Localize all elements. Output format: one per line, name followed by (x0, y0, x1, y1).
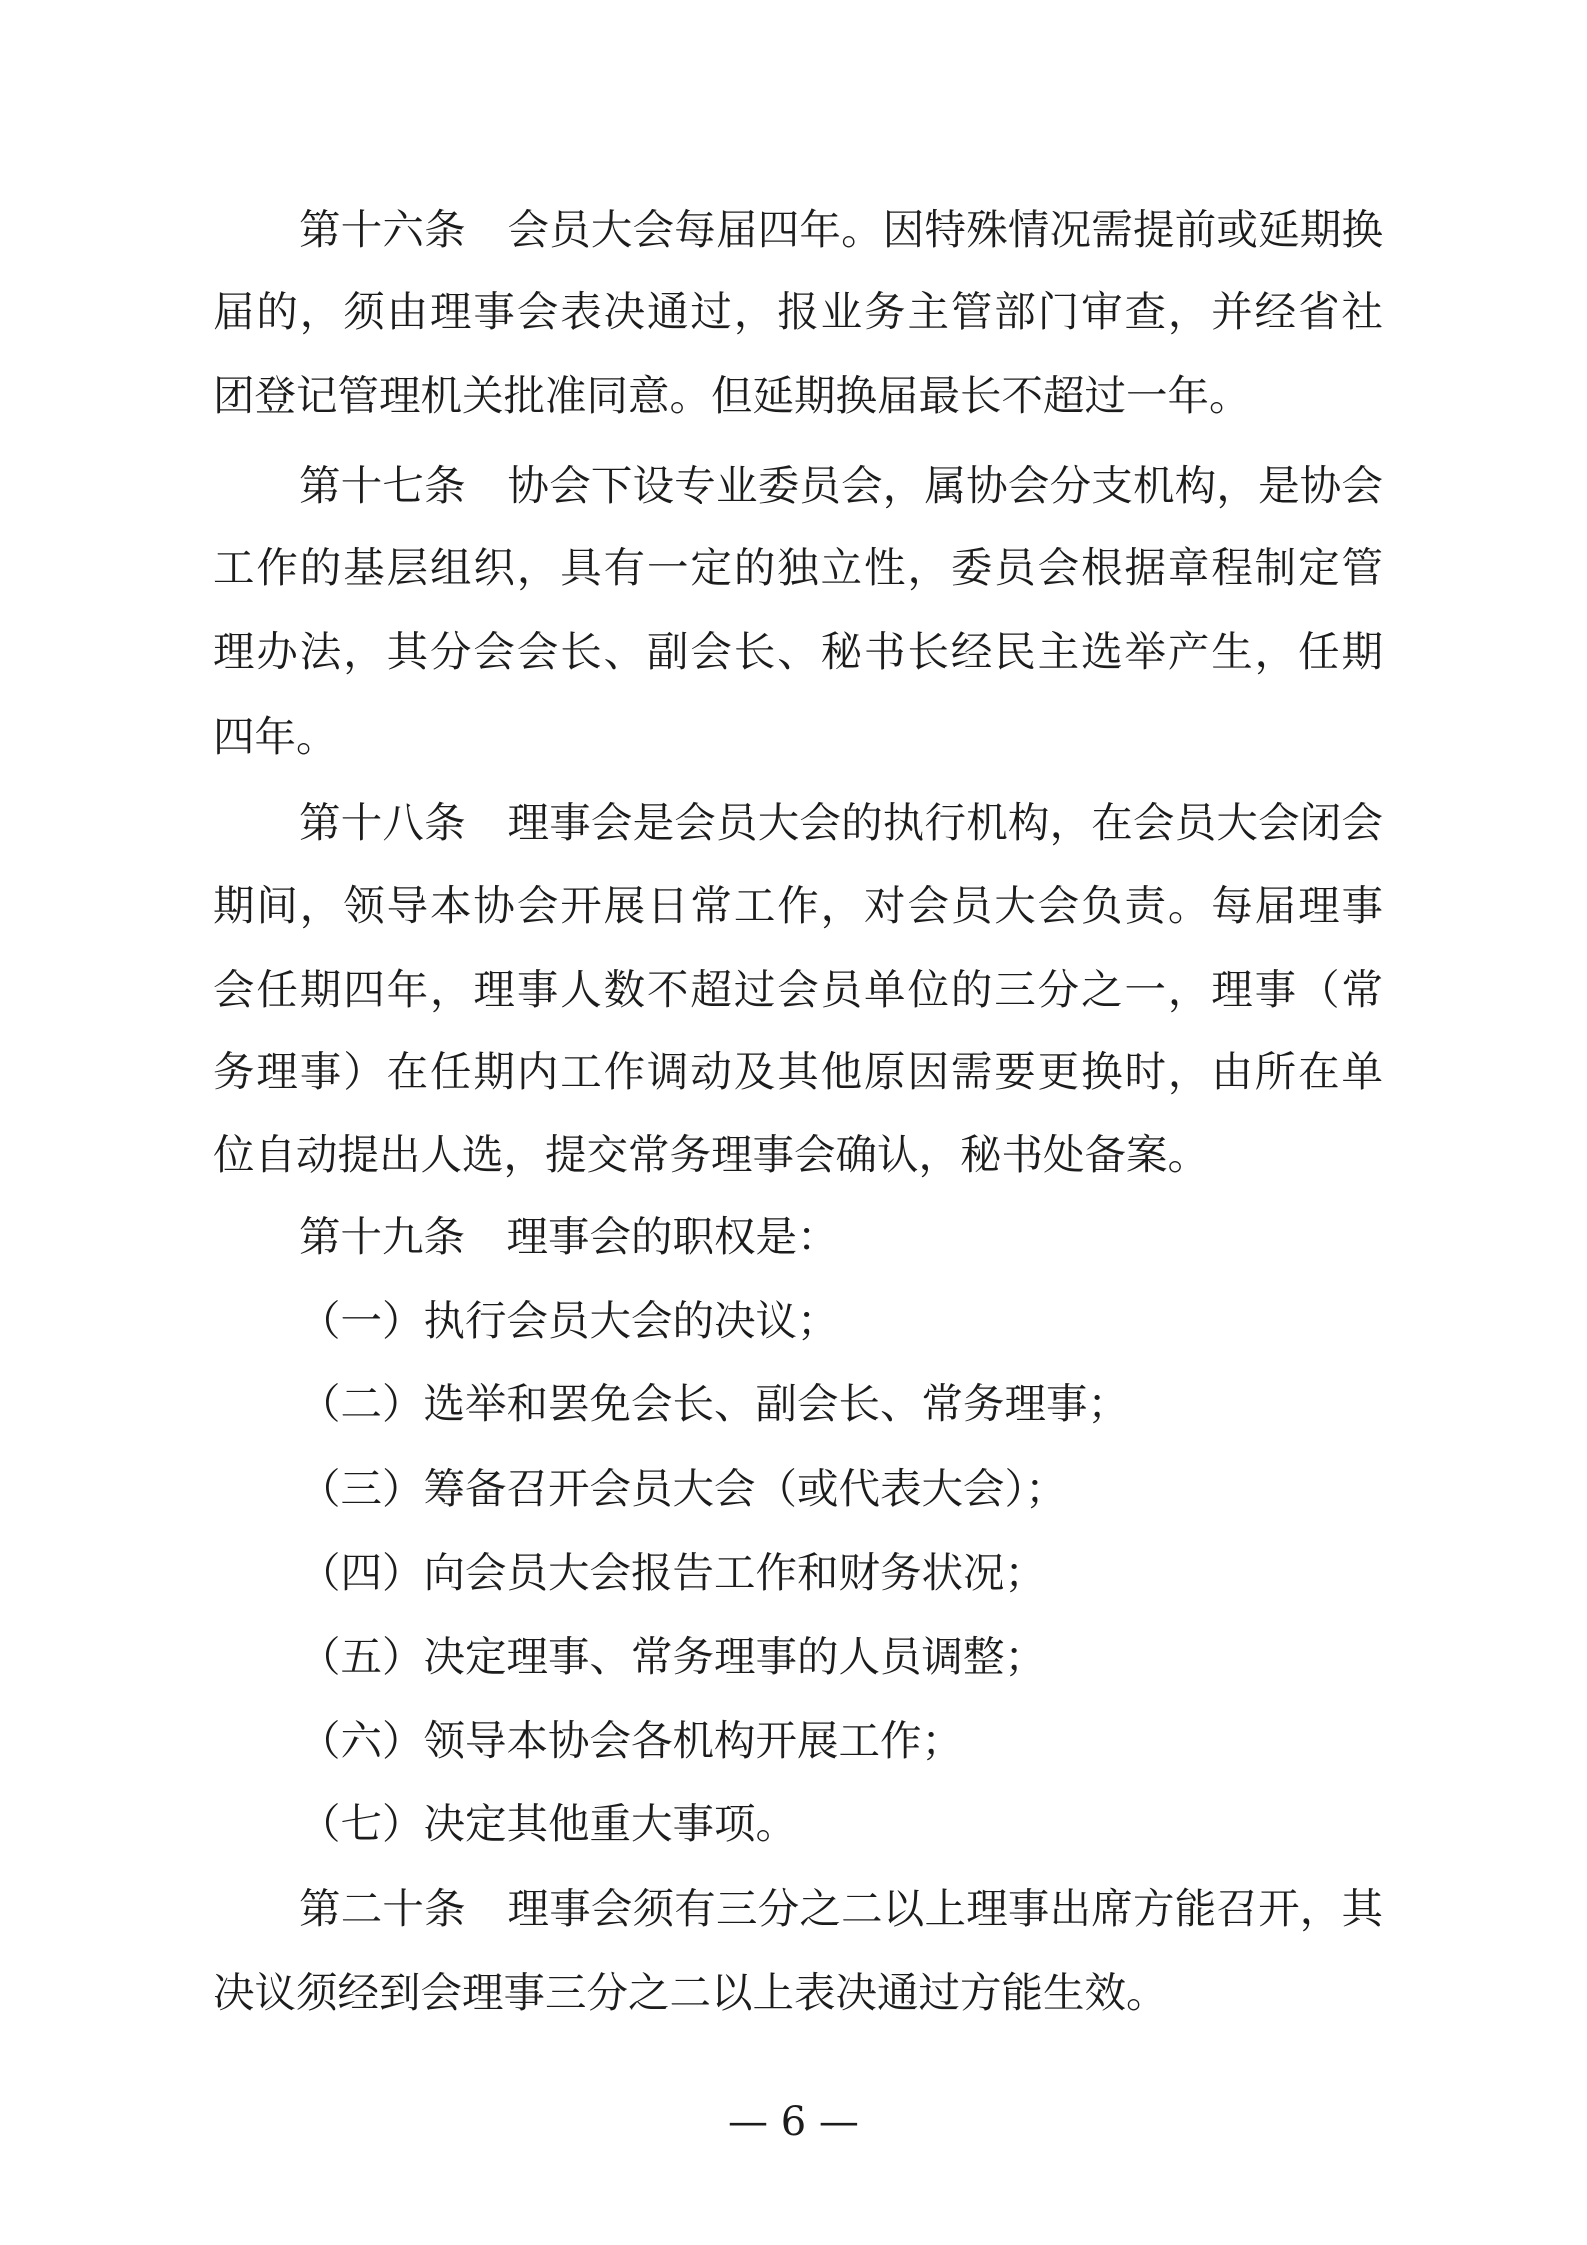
duty-item-4: （四）向会员大会报告工作和财务状况； (299, 1548, 1047, 1597)
text-line: 会任期四年，理事人数不超过会员单位的三分之一，理事（常 (213, 965, 1383, 1014)
text-line: 位自动提出人选，提交常务理事会确认，秘书处备案。 (213, 1130, 1210, 1179)
page-number: — 6 — (728, 2099, 859, 2145)
text-line: 团登记管理机关批准同意。但延期换届最长不超过一年。 (213, 371, 1251, 420)
text-line: 第十六条 会员大会每届四年。因特殊情况需提前或延期换 (299, 205, 1383, 254)
duty-item-5: （五）决定理事、常务理事的人员调整； (299, 1632, 1047, 1681)
text-line: 第十八条 理事会是会员大会的执行机构，在会员大会闭会 (299, 798, 1383, 847)
text-line: 第二十条 理事会须有三分之二以上理事出席方能召开，其 (299, 1884, 1383, 1933)
text-line: 理办法，其分会会长、副会长、秘书长经民主选举产生，任期 (213, 627, 1383, 676)
text-line: 工作的基层组织，具有一定的独立性，委员会根据章程制定管 (213, 543, 1383, 592)
text-line: 届的，须由理事会表决通过，报业务主管部门审查，并经省社 (213, 287, 1383, 336)
text-line: 第十七条 协会下设专业委员会，属协会分支机构，是协会 (299, 461, 1383, 510)
text-line: 决议须经到会理事三分之二以上表决通过方能生效。 (213, 1968, 1168, 2017)
text-line: 期间，领导本协会开展日常工作，对会员大会负责。每届理事 (213, 881, 1383, 930)
text-line: 四年。 (213, 712, 338, 761)
duty-item-1: （一）执行会员大会的决议； (299, 1296, 839, 1345)
duty-item-2: （二）选举和罢免会长、副会长、常务理事； (299, 1379, 1130, 1428)
text-line: 第十九条 理事会的职权是： (299, 1212, 839, 1261)
duty-item-7: （七）决定其他重大事项。 (299, 1799, 798, 1848)
text-line: 务理事）在任期内工作调动及其他原因需要更换时，由所在单 (213, 1047, 1383, 1096)
duty-item-3: （三）筹备召开会员大会（或代表大会）； (299, 1464, 1067, 1513)
duty-item-6: （六）领导本协会各机构开展工作； (299, 1716, 964, 1765)
